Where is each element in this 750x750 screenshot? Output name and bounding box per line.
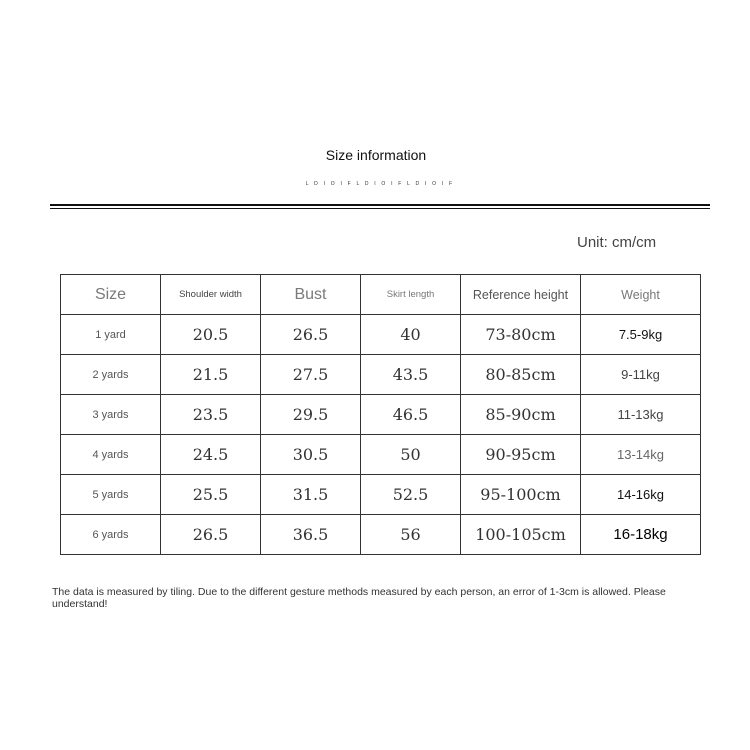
weight-cell: 14-16kg	[581, 475, 701, 515]
height-cell: 85-90cm	[461, 395, 581, 435]
table-row	[61, 435, 701, 475]
shoulder-cell: 23.5	[161, 395, 261, 435]
size-cell: 6 yards	[61, 515, 161, 555]
skirt-length-cell: 46.5	[361, 395, 461, 435]
height-cell: 100-105cm	[461, 515, 581, 555]
skirt-length-cell: 56	[361, 515, 461, 555]
size-cell: 2 yards	[61, 355, 161, 395]
height-cell: 95-100cm	[461, 475, 581, 515]
header-divider-thick	[50, 204, 710, 206]
table-row	[61, 355, 701, 395]
size-cell: 3 yards	[61, 395, 161, 435]
header-bust: Bust	[261, 275, 361, 315]
bust-cell: 29.5	[261, 395, 361, 435]
page-title: Size information	[325, 147, 427, 163]
shoulder-cell: 21.5	[161, 355, 261, 395]
skirt-length-cell: 43.5	[361, 355, 461, 395]
header-divider-thin	[50, 208, 710, 209]
size-cell: 5 yards	[61, 475, 161, 515]
unit-label: Unit: cm/cm	[577, 234, 657, 251]
page-subtitle: L D I O I F L D I O I F L D I O I F	[305, 181, 455, 187]
header-reference-height: Reference height	[461, 275, 581, 315]
size-cell: 1 yard	[61, 315, 161, 355]
header-skirt-length: Skirt length	[361, 275, 461, 315]
table-row	[61, 475, 701, 515]
weight-cell: 9-11kg	[581, 355, 701, 395]
shoulder-cell: 26.5	[161, 515, 261, 555]
table-row	[61, 395, 701, 435]
bust-cell: 30.5	[261, 435, 361, 475]
header-size: Size	[61, 275, 161, 315]
shoulder-cell: 24.5	[161, 435, 261, 475]
height-cell: 90-95cm	[461, 435, 581, 475]
shoulder-cell: 25.5	[161, 475, 261, 515]
bust-cell: 36.5	[261, 515, 361, 555]
measurement-note: The data is measured by tiling. Due to the different gesture methods measured by each person, an error of 1-3cm is allowed. Please understand!	[52, 586, 666, 610]
weight-cell: 11-13kg	[581, 395, 701, 435]
weight-cell: 7.5-9kg	[581, 315, 701, 355]
table-row	[61, 515, 701, 555]
bust-cell: 26.5	[261, 315, 361, 355]
bust-cell: 31.5	[261, 475, 361, 515]
size-table	[60, 274, 701, 555]
skirt-length-cell: 40	[361, 315, 461, 355]
size-cell: 4 yards	[61, 435, 161, 475]
table-header-row	[61, 275, 701, 315]
bust-cell: 27.5	[261, 355, 361, 395]
weight-cell: 16-18kg	[581, 515, 701, 555]
skirt-length-cell: 50	[361, 435, 461, 475]
height-cell: 80-85cm	[461, 355, 581, 395]
height-cell: 73-80cm	[461, 315, 581, 355]
weight-cell: 13-14kg	[581, 435, 701, 475]
skirt-length-cell: 52.5	[361, 475, 461, 515]
header-weight: Weight	[581, 275, 701, 315]
shoulder-cell: 20.5	[161, 315, 261, 355]
header-shoulder-width: Shoulder width	[161, 275, 261, 315]
table-row	[61, 315, 701, 355]
